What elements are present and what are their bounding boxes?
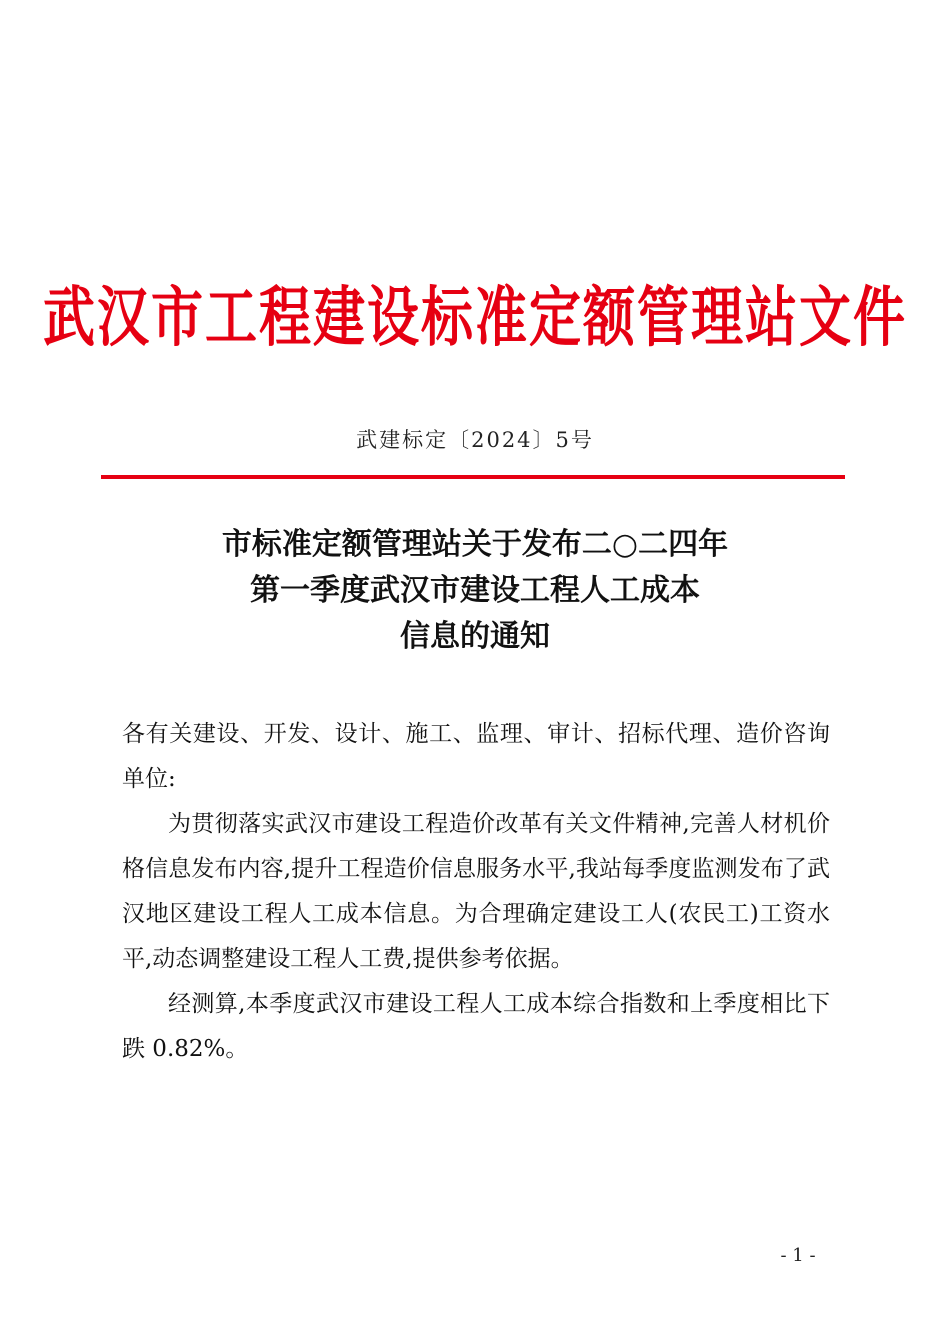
notice-body bbox=[122, 712, 830, 1072]
page-number: - 1 - bbox=[780, 1245, 816, 1266]
body-paragraph-2: 经测算,本季度武汉市建设工程人工成本综合指数和上季度相比下跌 0.82%。 bbox=[122, 991, 830, 1062]
notice-title bbox=[0, 522, 950, 660]
red-divider-line bbox=[101, 475, 845, 479]
notice-title-line-1: 市标准定额管理站关于发布二○二四年 bbox=[221, 527, 729, 562]
salutation: 各有关建设、开发、设计、施工、监理、审计、招标代理、造价咨询单位: bbox=[122, 721, 830, 792]
notice-title-line-3: 信息的通知 bbox=[400, 619, 550, 654]
document-number: 武建标定〔2024〕5号 bbox=[356, 428, 594, 452]
body-paragraph-1: 为贯彻落实武汉市建设工程造价改革有关文件精神,完善人材机价格信息发布内容,提升工程造价信息服务水平,我站每季度监测发布了武汉地区建设工程人工成本信息。为合理确定建设工人(农民工)工资水平,动态调整建设工程人工费,提供参考依据。 bbox=[122, 811, 830, 972]
notice-title-line-2: 第一季度武汉市建设工程人工成本 bbox=[250, 573, 700, 608]
issuing-authority-title: 武汉市工程建设标准定额管理站文件 bbox=[42, 279, 907, 356]
